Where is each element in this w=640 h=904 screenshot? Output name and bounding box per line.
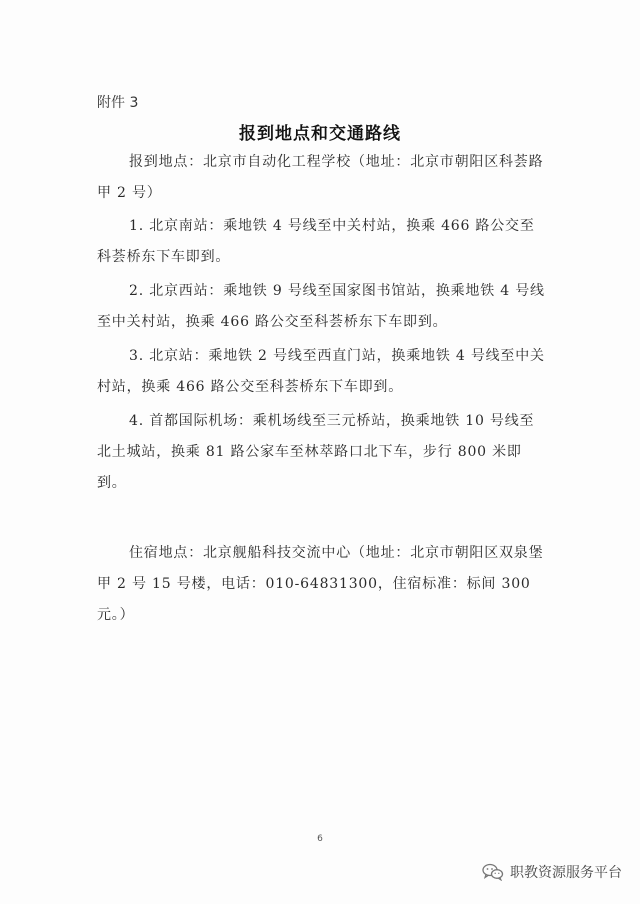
watermark-text: 职教资源服务平台	[510, 865, 622, 881]
accommodation-paragraph: 住宿地点：北京舰船科技交流中心（地址：北京市朝阳区双泉堡甲 2 号 15 号楼，电话：010-64831300，住宿标准：标间 300 元。）	[97, 545, 544, 623]
route-paragraph-3: 3. 北京站：乘地铁 2 号线至西直门站，换乘地铁 4 号线至中关村站，换乘 466 路公交至科荟桥东下车即到。	[97, 348, 545, 395]
route-paragraph-2: 2. 北京西站：乘地铁 9 号线至国家图书馆站，换乘地铁 4 号线至中关村站，换乘 466 路公交至科荟桥东下车即到。	[97, 283, 545, 330]
page-number: 6	[317, 834, 323, 844]
route-paragraph-1: 1. 北京南站：乘地铁 4 号线至中关村站，换乘 466 路公交至科荟桥东下车即到。	[97, 218, 535, 265]
document-title: 报到地点和交通路线	[239, 124, 401, 144]
watermark	[482, 862, 622, 882]
report-location-paragraph: 报到地点：北京市自动化工程学校（地址：北京市朝阳区科荟路甲 2 号）	[97, 154, 544, 201]
attachment-label: 附件 3	[97, 95, 139, 111]
wechat-icon	[482, 863, 504, 881]
route-paragraph-4: 4. 首都国际机场：乘机场线至三元桥站，换乘地铁 10 号线至北土城站，换乘 81 路公家车至林萃路口北下车，步行 800 米即到。	[97, 413, 535, 491]
